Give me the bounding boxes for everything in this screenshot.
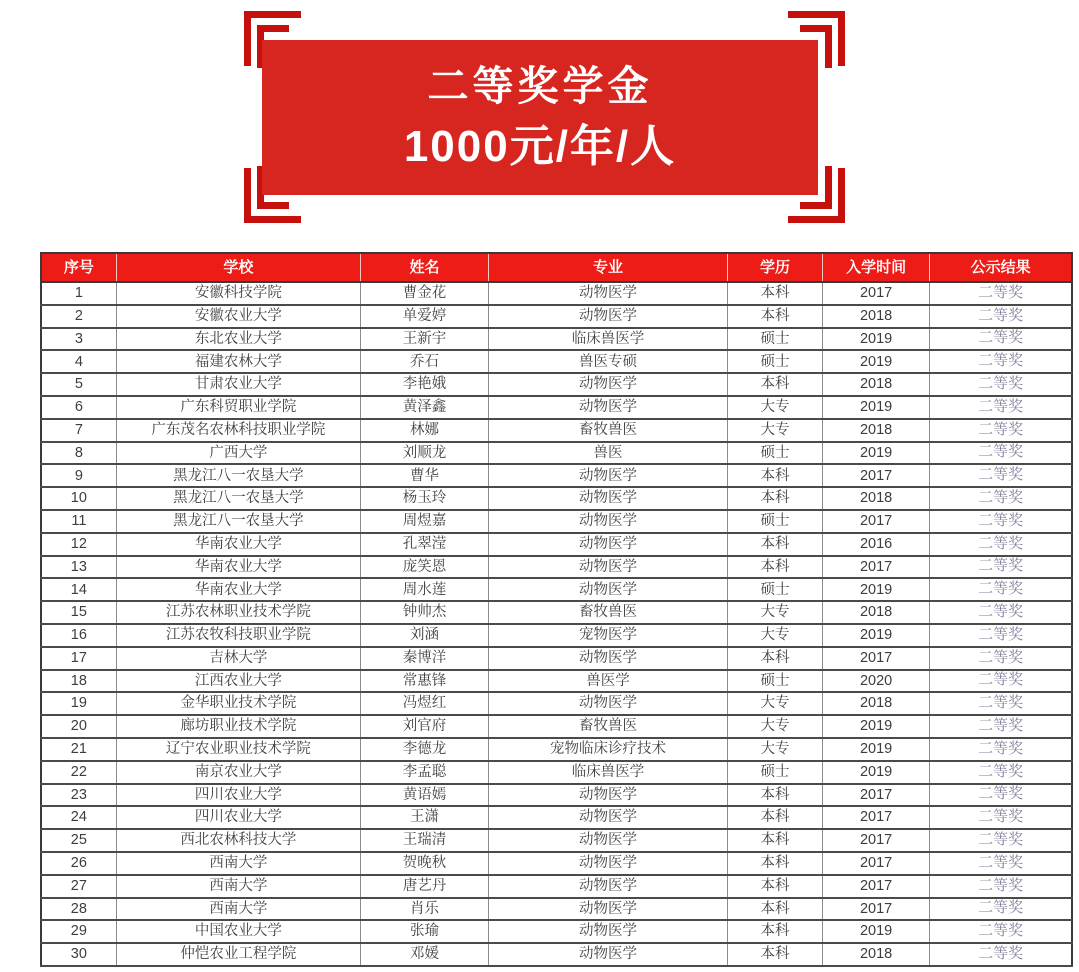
- cell-no: 29: [41, 920, 116, 943]
- cell-degree: 大专: [728, 738, 823, 761]
- table-row: [41, 373, 1072, 396]
- cell-major: 畜牧兽医: [488, 715, 727, 738]
- cell-result: 二等奖: [930, 464, 1072, 487]
- cell-result: 二等奖: [930, 738, 1072, 761]
- cell-name: 王瑞清: [361, 829, 489, 852]
- cell-major: 动物医学: [488, 464, 727, 487]
- cell-result: 二等奖: [930, 510, 1072, 533]
- cell-school: 吉林大学: [116, 647, 360, 670]
- table-row: [41, 647, 1072, 670]
- cell-major: 畜牧兽医: [488, 419, 727, 442]
- cell-school: 黑龙江八一农垦大学: [116, 510, 360, 533]
- table-row: [41, 943, 1072, 966]
- cell-no: 30: [41, 943, 116, 966]
- cell-year: 2019: [822, 442, 929, 465]
- table-row: [41, 624, 1072, 647]
- banner-amount: 1000元/年/人: [403, 122, 677, 171]
- cell-degree: 大专: [728, 601, 823, 624]
- cell-no: 1: [41, 282, 116, 305]
- cell-year: 2017: [822, 556, 929, 579]
- cell-name: 曹华: [361, 464, 489, 487]
- cell-result: 二等奖: [930, 670, 1072, 693]
- table-row: [41, 396, 1072, 419]
- table-row: [41, 784, 1072, 807]
- cell-result: 二等奖: [930, 487, 1072, 510]
- cell-degree: 本科: [728, 852, 823, 875]
- cell-no: 13: [41, 556, 116, 579]
- table-row: [41, 305, 1072, 328]
- cell-year: 2017: [822, 852, 929, 875]
- cell-result: 二等奖: [930, 396, 1072, 419]
- cell-result: 二等奖: [930, 875, 1072, 898]
- cell-result: 二等奖: [930, 373, 1072, 396]
- cell-major: 动物医学: [488, 875, 727, 898]
- cell-year: 2017: [822, 510, 929, 533]
- cell-no: 24: [41, 806, 116, 829]
- table-row: [41, 601, 1072, 624]
- table-row: [41, 510, 1072, 533]
- cell-no: 17: [41, 647, 116, 670]
- cell-result: 二等奖: [930, 692, 1072, 715]
- cell-school: 中国农业大学: [116, 920, 360, 943]
- cell-no: 16: [41, 624, 116, 647]
- cell-major: 动物医学: [488, 396, 727, 419]
- cell-name: 黄泽鑫: [361, 396, 489, 419]
- cell-school: 东北农业大学: [116, 328, 360, 351]
- cell-name: 常惠锋: [361, 670, 489, 693]
- cell-result: 二等奖: [930, 624, 1072, 647]
- column-header: 专业: [488, 253, 727, 282]
- cell-major: 动物医学: [488, 487, 727, 510]
- cell-no: 19: [41, 692, 116, 715]
- cell-school: 西南大学: [116, 875, 360, 898]
- cell-result: 二等奖: [930, 305, 1072, 328]
- cell-school: 江西农业大学: [116, 670, 360, 693]
- cell-result: 二等奖: [930, 715, 1072, 738]
- table-row: [41, 556, 1072, 579]
- cell-result: 二等奖: [930, 784, 1072, 807]
- cell-degree: 本科: [728, 373, 823, 396]
- cell-year: 2018: [822, 305, 929, 328]
- cell-result: 二等奖: [930, 898, 1072, 921]
- cell-major: 宠物临床诊疗技术: [488, 738, 727, 761]
- cell-name: 刘顺龙: [361, 442, 489, 465]
- cell-result: 二等奖: [930, 806, 1072, 829]
- cell-name: 肖乐: [361, 898, 489, 921]
- cell-name: 孔翠滢: [361, 533, 489, 556]
- cell-degree: 硕士: [728, 328, 823, 351]
- cell-result: 二等奖: [930, 350, 1072, 373]
- cell-year: 2019: [822, 920, 929, 943]
- cell-no: 6: [41, 396, 116, 419]
- cell-name: 刘官府: [361, 715, 489, 738]
- table-row: [41, 875, 1072, 898]
- cell-result: 二等奖: [930, 943, 1072, 966]
- cell-degree: 大专: [728, 624, 823, 647]
- cell-year: 2016: [822, 533, 929, 556]
- table-row: [41, 852, 1072, 875]
- cell-school: 西南大学: [116, 898, 360, 921]
- cell-result: 二等奖: [930, 601, 1072, 624]
- cell-major: 畜牧兽医: [488, 601, 727, 624]
- column-header: 学校: [116, 253, 360, 282]
- cell-school: 黑龙江八一农垦大学: [116, 464, 360, 487]
- cell-name: 邓媛: [361, 943, 489, 966]
- cell-degree: 本科: [728, 533, 823, 556]
- cell-year: 2019: [822, 624, 929, 647]
- cell-year: 2019: [822, 715, 929, 738]
- cell-year: 2019: [822, 578, 929, 601]
- cell-degree: 本科: [728, 556, 823, 579]
- cell-no: 14: [41, 578, 116, 601]
- cell-major: 兽医: [488, 442, 727, 465]
- table-row: [41, 578, 1072, 601]
- cell-no: 28: [41, 898, 116, 921]
- cell-school: 西南大学: [116, 852, 360, 875]
- cell-name: 林娜: [361, 419, 489, 442]
- cell-major: 动物医学: [488, 533, 727, 556]
- table-row: [41, 328, 1072, 351]
- cell-school: 华南农业大学: [116, 556, 360, 579]
- cell-name: 冯煜红: [361, 692, 489, 715]
- header-row: [41, 253, 1072, 282]
- cell-year: 2017: [822, 784, 929, 807]
- cell-degree: 本科: [728, 943, 823, 966]
- cell-school: 安徽农业大学: [116, 305, 360, 328]
- cell-no: 8: [41, 442, 116, 465]
- cell-name: 王新宇: [361, 328, 489, 351]
- cell-no: 4: [41, 350, 116, 373]
- title-banner: [262, 40, 818, 195]
- cell-school: 华南农业大学: [116, 578, 360, 601]
- cell-school: 江苏农牧科技职业学院: [116, 624, 360, 647]
- table-row: [41, 282, 1072, 305]
- cell-major: 动物医学: [488, 829, 727, 852]
- cell-result: 二等奖: [930, 761, 1072, 784]
- cell-degree: 本科: [728, 464, 823, 487]
- cell-degree: 大专: [728, 692, 823, 715]
- cell-degree: 硕士: [728, 350, 823, 373]
- cell-name: 李德龙: [361, 738, 489, 761]
- cell-year: 2019: [822, 761, 929, 784]
- cell-major: 动物医学: [488, 305, 727, 328]
- cell-degree: 本科: [728, 487, 823, 510]
- column-header: 入学时间: [822, 253, 929, 282]
- table-row: [41, 419, 1072, 442]
- cell-school: 广东茂名农林科技职业学院: [116, 419, 360, 442]
- cell-degree: 大专: [728, 419, 823, 442]
- cell-school: 江苏农林职业技术学院: [116, 601, 360, 624]
- scholarship-table: [40, 252, 1073, 967]
- cell-no: 18: [41, 670, 116, 693]
- cell-name: 黄语嫣: [361, 784, 489, 807]
- cell-result: 二等奖: [930, 829, 1072, 852]
- cell-no: 12: [41, 533, 116, 556]
- cell-name: 王潇: [361, 806, 489, 829]
- cell-name: 钟帅杰: [361, 601, 489, 624]
- cell-degree: 大专: [728, 715, 823, 738]
- cell-school: 南京农业大学: [116, 761, 360, 784]
- table-row: [41, 670, 1072, 693]
- cell-year: 2018: [822, 419, 929, 442]
- cell-year: 2019: [822, 328, 929, 351]
- cell-degree: 大专: [728, 396, 823, 419]
- cell-degree: 本科: [728, 920, 823, 943]
- cell-major: 动物医学: [488, 282, 727, 305]
- cell-major: 动物医学: [488, 510, 727, 533]
- cell-year: 2019: [822, 396, 929, 419]
- table-row: [41, 829, 1072, 852]
- cell-name: 刘涵: [361, 624, 489, 647]
- cell-no: 3: [41, 328, 116, 351]
- table-row: [41, 692, 1072, 715]
- cell-result: 二等奖: [930, 419, 1072, 442]
- cell-year: 2017: [822, 875, 929, 898]
- cell-name: 周煜嘉: [361, 510, 489, 533]
- banner-title: 二等奖学金: [427, 63, 653, 109]
- cell-name: 庞笑恩: [361, 556, 489, 579]
- cell-result: 二等奖: [930, 533, 1072, 556]
- table-row: [41, 898, 1072, 921]
- table-row: [41, 533, 1072, 556]
- cell-degree: 本科: [728, 647, 823, 670]
- cell-result: 二等奖: [930, 282, 1072, 305]
- cell-year: 2020: [822, 670, 929, 693]
- cell-major: 兽医专硕: [488, 350, 727, 373]
- cell-major: 动物医学: [488, 943, 727, 966]
- cell-no: 15: [41, 601, 116, 624]
- column-header: 姓名: [361, 253, 489, 282]
- cell-degree: 硕士: [728, 670, 823, 693]
- cell-no: 9: [41, 464, 116, 487]
- cell-major: 临床兽医学: [488, 761, 727, 784]
- cell-no: 20: [41, 715, 116, 738]
- cell-year: 2017: [822, 829, 929, 852]
- cell-year: 2018: [822, 373, 929, 396]
- cell-year: 2018: [822, 487, 929, 510]
- cell-school: 福建农林大学: [116, 350, 360, 373]
- cell-year: 2018: [822, 692, 929, 715]
- cell-no: 27: [41, 875, 116, 898]
- table-body: [41, 282, 1072, 966]
- cell-year: 2017: [822, 282, 929, 305]
- table-row: [41, 350, 1072, 373]
- cell-name: 贺晚秋: [361, 852, 489, 875]
- cell-result: 二等奖: [930, 578, 1072, 601]
- table-row: [41, 715, 1072, 738]
- cell-major: 动物医学: [488, 692, 727, 715]
- cell-school: 四川农业大学: [116, 806, 360, 829]
- cell-school: 四川农业大学: [116, 784, 360, 807]
- cell-degree: 本科: [728, 829, 823, 852]
- column-header: 学历: [728, 253, 823, 282]
- cell-degree: 本科: [728, 875, 823, 898]
- cell-school: 仲恺农业工程学院: [116, 943, 360, 966]
- cell-major: 动物医学: [488, 852, 727, 875]
- cell-no: 2: [41, 305, 116, 328]
- cell-result: 二等奖: [930, 647, 1072, 670]
- cell-name: 秦博洋: [361, 647, 489, 670]
- cell-major: 动物医学: [488, 578, 727, 601]
- cell-no: 5: [41, 373, 116, 396]
- cell-degree: 本科: [728, 806, 823, 829]
- cell-major: 动物医学: [488, 784, 727, 807]
- cell-name: 唐艺丹: [361, 875, 489, 898]
- cell-school: 黑龙江八一农垦大学: [116, 487, 360, 510]
- cell-school: 广西大学: [116, 442, 360, 465]
- table-row: [41, 920, 1072, 943]
- table-row: [41, 806, 1072, 829]
- cell-major: 动物医学: [488, 556, 727, 579]
- table-row: [41, 464, 1072, 487]
- column-header: 公示结果: [930, 253, 1072, 282]
- cell-year: 2017: [822, 647, 929, 670]
- cell-name: 张瑜: [361, 920, 489, 943]
- cell-degree: 本科: [728, 305, 823, 328]
- cell-year: 2017: [822, 806, 929, 829]
- cell-result: 二等奖: [930, 442, 1072, 465]
- cell-year: 2018: [822, 943, 929, 966]
- cell-degree: 硕士: [728, 442, 823, 465]
- cell-major: 动物医学: [488, 898, 727, 921]
- cell-year: 2017: [822, 464, 929, 487]
- cell-degree: 本科: [728, 282, 823, 305]
- cell-no: 11: [41, 510, 116, 533]
- cell-result: 二等奖: [930, 920, 1072, 943]
- cell-year: 2019: [822, 350, 929, 373]
- cell-school: 廊坊职业技术学院: [116, 715, 360, 738]
- cell-major: 兽医学: [488, 670, 727, 693]
- cell-result: 二等奖: [930, 556, 1072, 579]
- cell-year: 2018: [822, 601, 929, 624]
- table-row: [41, 442, 1072, 465]
- cell-no: 21: [41, 738, 116, 761]
- cell-name: 曹金花: [361, 282, 489, 305]
- cell-major: 动物医学: [488, 373, 727, 396]
- cell-school: 安徽科技学院: [116, 282, 360, 305]
- table-row: [41, 761, 1072, 784]
- cell-degree: 硕士: [728, 578, 823, 601]
- cell-school: 西北农林科技大学: [116, 829, 360, 852]
- cell-degree: 本科: [728, 784, 823, 807]
- cell-school: 广东科贸职业学院: [116, 396, 360, 419]
- cell-major: 动物医学: [488, 647, 727, 670]
- cell-major: 动物医学: [488, 920, 727, 943]
- cell-name: 乔石: [361, 350, 489, 373]
- cell-name: 李艳娥: [361, 373, 489, 396]
- cell-school: 华南农业大学: [116, 533, 360, 556]
- cell-name: 单爱婷: [361, 305, 489, 328]
- cell-no: 25: [41, 829, 116, 852]
- cell-name: 周水莲: [361, 578, 489, 601]
- cell-no: 26: [41, 852, 116, 875]
- cell-no: 10: [41, 487, 116, 510]
- table-row: [41, 487, 1072, 510]
- cell-major: 临床兽医学: [488, 328, 727, 351]
- cell-year: 2019: [822, 738, 929, 761]
- cell-year: 2017: [822, 898, 929, 921]
- cell-degree: 硕士: [728, 510, 823, 533]
- column-header: 序号: [41, 253, 116, 282]
- cell-result: 二等奖: [930, 328, 1072, 351]
- cell-degree: 硕士: [728, 761, 823, 784]
- cell-no: 23: [41, 784, 116, 807]
- cell-school: 金华职业技术学院: [116, 692, 360, 715]
- table-row: [41, 738, 1072, 761]
- cell-no: 7: [41, 419, 116, 442]
- cell-degree: 本科: [728, 898, 823, 921]
- cell-school: 辽宁农业职业技术学院: [116, 738, 360, 761]
- cell-major: 动物医学: [488, 806, 727, 829]
- cell-major: 宠物医学: [488, 624, 727, 647]
- cell-name: 李孟聪: [361, 761, 489, 784]
- cell-school: 甘肃农业大学: [116, 373, 360, 396]
- cell-name: 杨玉玲: [361, 487, 489, 510]
- cell-result: 二等奖: [930, 852, 1072, 875]
- cell-no: 22: [41, 761, 116, 784]
